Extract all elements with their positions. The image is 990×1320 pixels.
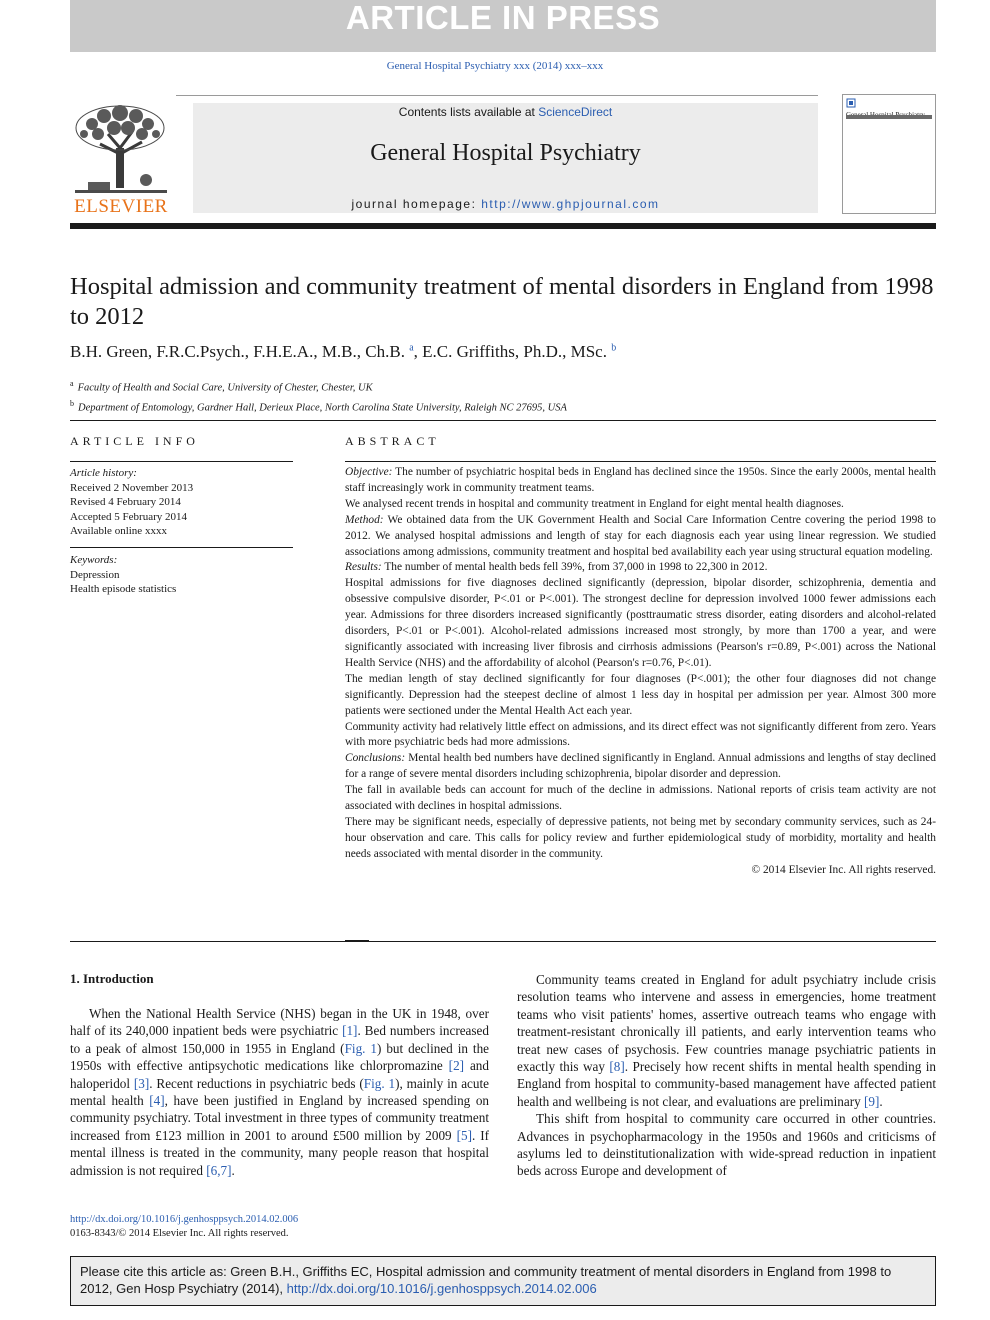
issn-line: 0163-8343/© 2014 Elsevier Inc. All rights reserved.: [70, 1228, 289, 1239]
citation-link[interactable]: [6,7]: [206, 1162, 232, 1178]
affiliation-rule: [70, 420, 936, 421]
affiliation-item: [70, 376, 936, 396]
author-affil-marker[interactable]: a: [409, 342, 414, 354]
body-column-left: [70, 1005, 489, 1179]
abstract-paragraph: [345, 751, 936, 783]
citation-text: Please cite this article as: Green B.H., Griffiths EC, Hospital admission and community treatment of mental disorders in England from 1998 to 2012, Gen Hosp Psychiatry (2014),: [80, 1264, 892, 1296]
abstract-text: We analysed recent trends in hospital and community treatment in England for eight mental health diagnoses.: [345, 497, 844, 510]
homepage-prefix: journal homepage:: [351, 197, 482, 211]
abstract-text: Mental health bed numbers have declined significantly in England. Annual admissions and lengths of stay declined for a range of severe mental disorders including schizophrenia, bipolar disorder and depression.: [345, 752, 936, 781]
header-thick-rule: [70, 223, 936, 229]
journal-homepage-line: [193, 197, 818, 211]
body-text: When the National Health Service (NHS) began in the UK in 1948, over half of its 240,000 inpatient beds were psychiatric: [70, 1006, 489, 1039]
history-item: Accepted 5 February 2014: [70, 510, 187, 523]
body-text: ) but declined in the 1950s with effective antipsychotic medications like chlorpromazine: [70, 1040, 490, 1074]
abstract-paragraph: [345, 465, 936, 497]
affiliation-item: [70, 396, 936, 416]
cover-bar: [846, 115, 932, 119]
article-in-press-banner: ARTICLE IN PRESS: [70, 0, 936, 52]
introduction-heading: 1. Introduction: [70, 971, 154, 986]
abstract-text: The number of psychiatric hospital beds in England has declined since the 1950s. Since the early 2000s, mental health staff increasingly work in community treatment teams.: [345, 466, 936, 494]
keywords-rule: [70, 547, 293, 548]
doi-link[interactable]: http://dx.doi.org/10.1016/j.genhosppsych.2014.02.006: [70, 1214, 299, 1225]
body-text: Community teams created in England for adult psychiatry include crisis resolution teams who intervene and assess in emergencies, home treatment teams who visit patients' homes, assertive outreach teams who engage with treatment-resistant chronically ill patients, and early intervention teams who treat new cases of psychosis. Few countries manage psychiatric patients in exactly this way: [517, 972, 936, 1075]
keywords-block: [70, 553, 293, 597]
author-affil-marker[interactable]: b: [611, 342, 617, 354]
body-text: .: [879, 1093, 883, 1109]
sciencedirect-link[interactable]: ScienceDirect: [538, 105, 613, 119]
copyright-line: © 2014 Elsevier Inc. All rights reserved.: [751, 863, 936, 876]
article-info-rule: [70, 461, 293, 462]
abstract-text: We obtained data from the UK Government Health and Social Care Information Centre covering the period 1998 to 2012. We analysed hospital admissions and length of stay for each diagnosis each year using linear regression. We studied associations among admissions, community treatment and hospital bed availability each year using structural equation modeling.: [345, 513, 936, 558]
body-text: . Precisely how recent shifts in mental health spending in England from hospital to community-based management have affected patient health and wellbeing is not clear, and evaluations are preliminary: [517, 1059, 936, 1109]
body-column-right: [517, 971, 936, 1180]
citation-link[interactable]: [3]: [133, 1075, 150, 1091]
body-text: ), mainly in acute mental health: [70, 1075, 490, 1109]
abstract-text: Community activity had relatively little effect on admissions, and its direct effect was not significantly different from zero. Years with more psychiatric beds had more admissions.: [345, 720, 936, 749]
journal-cover-thumbnail[interactable]: [842, 94, 936, 214]
abstract-section-label: Conclusions:: [345, 752, 406, 765]
abstract-text: The fall in available beds can account for much of the decline in admissions. National reports of crisis team activity are not associated with declines in hospital admissions.: [345, 784, 936, 813]
body-paragraph: [517, 971, 936, 1110]
abstract-paragraph: [345, 672, 936, 720]
body-text: . Recent reductions in psychiatric beds (: [149, 1075, 364, 1091]
history-item: Available online xxxx: [70, 525, 167, 537]
history-item: Received 2 November 2013: [70, 481, 194, 494]
body-paragraph: [70, 1005, 489, 1179]
citation-doi-link[interactable]: http://dx.doi.org/10.1016/j.genhosppsych.2014.02.006: [286, 1281, 597, 1296]
author-name[interactable]: B.H. Green, F.R.C.Psych., F.H.E.A., M.B., Ch.B.: [70, 342, 405, 361]
affiliation-text: Faculty of Health and Social Care, University of Chester, Chester, UK: [77, 382, 373, 394]
abstract-text: The median length of stay declined significantly for four diagnoses (P<.001); the other four diagnoses did not change significantly. Depression had the steepest decline of almost 1 less day in hospital per admission per year. Almost 300 more patients were sectioned under the Mental Health Act each year.: [345, 672, 936, 717]
keyword-item: Health episode statistics: [70, 583, 177, 595]
author-separator: ,: [413, 342, 423, 361]
abstract-paragraph: [345, 513, 936, 561]
citation-link[interactable]: Fig. 1: [344, 1040, 377, 1056]
abstract-text: There may be significant needs, especially of depressive patients, not being met by secondary community services, such as 24-hour observation and care. This calls for policy review and further epidemiological study of morbidity, mortality and health needs associated with mental disorder in the community.: [345, 815, 936, 860]
citation-link[interactable]: [4]: [149, 1093, 165, 1109]
contents-available-line: [193, 105, 818, 119]
citation-link[interactable]: [1]: [342, 1023, 358, 1039]
affiliation-marker: b: [70, 398, 74, 408]
abstract-text: The number of mental health beds fell 39%, from 37,000 in 1998 to 22,300 in 2012.: [381, 561, 768, 574]
author-name[interactable]: E.C. Griffiths, Ph.D., MSc.: [422, 342, 607, 361]
body-text: .: [231, 1162, 235, 1178]
history-label: Article history:: [70, 467, 137, 479]
affiliation-marker: a: [70, 379, 74, 388]
homepage-link[interactable]: http://www.ghpjournal.com: [481, 197, 660, 211]
journal-title: General Hospital Psychiatry: [370, 140, 641, 166]
citation-link[interactable]: [2]: [448, 1058, 465, 1074]
abstract-bottom-accent: [345, 940, 369, 942]
author-list: [70, 342, 936, 362]
history-item: Revised 4 February 2014: [70, 496, 181, 508]
abstract-rule: [345, 461, 936, 462]
elsevier-wordmark: ELSEVIER: [74, 196, 168, 217]
abstract-text: Hospital admissions for five diagnoses declined significantly (depression, bipolar disorder, schizophrenia, dementia and obsessive compulsive disorder, P<.01 or P<.001). The strongest decline for depression involved 1000 fewer admissions each year. Admissions for three disorders increased significantly (posttraumatic stress disorder, eating disorders and alcohol-related disorders, P<.01 or P<.001). Alcohol-related admissions increased most strongly, by more than 1700 a year, and were significantly associated with increasing liver fibrosis and cirrhosis admissions (Pearson's r=0.89, P<.001) across the National Health Service (NHS) and the affordability of alcohol (Pearson's r=0.76, P<.01).: [345, 577, 936, 669]
abstract-body: [345, 465, 936, 879]
citation-box: [70, 1256, 936, 1306]
affiliations: [70, 376, 936, 415]
abstract-paragraph: [345, 576, 936, 671]
abstract-heading: ABSTRACT: [345, 434, 440, 448]
abstract-paragraph: [345, 720, 936, 752]
body-text: and haloperidol: [70, 1058, 489, 1091]
body-text: This shift from hospital to community care occurred in other countries. Advances in psychopharmacology in the 1950s and 1960s and criticisms of asylums led to deinstitutionalization with wide-spread reduction in inpatient beds across Europe and development of: [517, 1111, 936, 1179]
citation-link[interactable]: [5]: [456, 1127, 472, 1143]
affiliation-text: Department of Entomology, Gardner Hall, Derieux Place, North Carolina State University, Raleigh NC 27695, USA: [78, 402, 567, 413]
abstract-paragraph: [345, 560, 936, 576]
contents-prefix: Contents lists available at: [398, 105, 539, 119]
citation-link[interactable]: Fig. 1: [363, 1075, 396, 1091]
abstract-paragraph: [345, 815, 936, 863]
header-top-rule: [176, 95, 818, 96]
abstract-bottom-rule: [70, 941, 936, 942]
abstract-section-label: Objective:: [345, 466, 393, 478]
keyword-item: Depression: [70, 568, 120, 581]
article-history: [70, 466, 293, 539]
running-head[interactable]: General Hospital Psychiatry xxx (2014) xxx–xxx: [386, 60, 604, 72]
abstract-section-label: Method:: [345, 513, 384, 526]
citation-link[interactable]: [9]: [863, 1093, 880, 1109]
article-info-heading: ARTICLE INFO: [70, 434, 199, 448]
article-title: Hospital admission and community treatment of mental disorders in England from 1998 to 2012: [70, 273, 934, 330]
citation-link[interactable]: [8]: [609, 1059, 625, 1075]
abstract-paragraph: [345, 783, 936, 815]
body-text: . Bed numbers increased to a peak of almost 150,000 in 1955 in England (: [70, 1023, 489, 1056]
abstract-section-label: Results:: [345, 561, 382, 574]
abstract-paragraph: [345, 497, 936, 513]
body-text: , have been justified in England by increased spending on community psychiatry. Total investment in three types of community treatment increased from £123 million in 2001 to around £500 million by 2009: [70, 1093, 490, 1143]
cover-emblem-icon: [846, 98, 856, 108]
body-paragraph: [517, 1110, 936, 1180]
body-text: . If mental illness is treated in the community, many people reason that hospital admission is not required: [70, 1127, 489, 1178]
keywords-label: Keywords:: [70, 554, 118, 566]
